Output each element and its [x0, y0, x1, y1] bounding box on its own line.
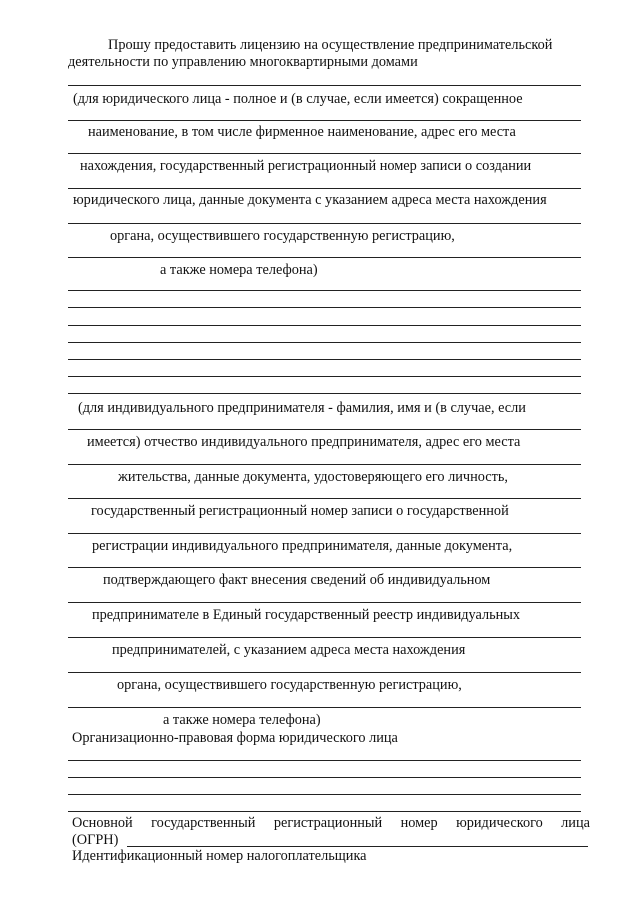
- ogrn-word: государственный: [151, 815, 256, 831]
- fill-line[interactable]: [68, 811, 581, 812]
- fill-line[interactable]: [68, 376, 581, 377]
- fill-line[interactable]: [68, 794, 581, 795]
- entrepreneur-caption-line: (для индивидуального предпринимателя - фамилия, имя и (в случае, если: [78, 400, 526, 416]
- fill-line[interactable]: [68, 637, 581, 638]
- intro-line-1: Прошу предоставить лицензию на осуществление предпринимательской: [108, 37, 553, 53]
- fill-line[interactable]: [68, 188, 581, 189]
- ogrn-word: номер: [400, 815, 438, 831]
- fill-line[interactable]: [68, 342, 581, 343]
- fill-line[interactable]: [68, 498, 581, 499]
- fill-line[interactable]: [68, 602, 581, 603]
- ogrn-word: регистрационный: [273, 815, 383, 831]
- fill-line[interactable]: [68, 672, 581, 673]
- inn-label: Идентификационный номер налогоплательщика: [72, 848, 367, 864]
- legal-entity-caption-line: нахождения, государственный регистрационный номер записи о создании: [80, 158, 532, 174]
- legal-entity-caption-line: наименование, в том числе фирменное наименование, адрес его места: [88, 124, 516, 140]
- fill-line[interactable]: [68, 429, 581, 430]
- ogrn-fill-line[interactable]: [127, 846, 588, 847]
- fill-line[interactable]: [68, 464, 581, 465]
- fill-line[interactable]: [68, 393, 581, 394]
- fill-line[interactable]: [68, 777, 581, 778]
- entrepreneur-caption-line: государственный регистрационный номер записи о государственной: [91, 503, 509, 519]
- fill-line[interactable]: [68, 290, 581, 291]
- fill-line[interactable]: [68, 325, 581, 326]
- fill-line[interactable]: [68, 153, 581, 154]
- fill-line[interactable]: [68, 359, 581, 360]
- fill-line[interactable]: [68, 120, 581, 121]
- intro-line-2: деятельности по управлению многоквартирными домами: [68, 54, 418, 70]
- fill-line[interactable]: [68, 307, 581, 308]
- legal-entity-caption-line: (для юридического лица - полное и (в случае, если имеется) сокращенное: [73, 91, 523, 107]
- entrepreneur-caption-line: предпринимателей, с указанием адреса места нахождения: [112, 642, 466, 658]
- entrepreneur-caption-line: жительства, данные документа, удостоверяющего его личность,: [118, 469, 508, 485]
- fill-line[interactable]: [68, 707, 581, 708]
- ogrn-word: Основной: [72, 815, 133, 831]
- fill-line[interactable]: [68, 85, 581, 86]
- fill-line[interactable]: [68, 567, 581, 568]
- fill-line[interactable]: [68, 223, 581, 224]
- entrepreneur-caption-line: а также номера телефона): [163, 712, 321, 728]
- entrepreneur-caption-line: подтверждающего факт внесения сведений об индивидуальном: [103, 572, 491, 588]
- ogrn-word: лица: [561, 815, 590, 831]
- entrepreneur-caption-line: предпринимателе в Единый государственный реестр индивидуальных: [92, 607, 521, 623]
- legal-entity-caption-line: юридического лица, данные документа с указанием адреса места нахождения: [73, 192, 547, 208]
- entrepreneur-caption-line: органа, осуществившего государственную регистрацию,: [117, 677, 462, 693]
- fill-line[interactable]: [68, 257, 581, 258]
- legal-entity-caption-line: органа, осуществившего государственную регистрацию,: [110, 228, 455, 244]
- legal-entity-caption-line: а также номера телефона): [160, 262, 318, 278]
- fill-line[interactable]: [68, 760, 581, 761]
- ogrn-abbr: (ОГРН): [72, 832, 119, 848]
- fill-line[interactable]: [68, 533, 581, 534]
- org-form-label: Организационно-правовая форма юридического лица: [72, 730, 398, 746]
- ogrn-word: юридического: [456, 815, 543, 831]
- entrepreneur-caption-line: регистрации индивидуального предпринимателя, данные документа,: [92, 538, 513, 554]
- ogrn-label: [72, 815, 590, 832]
- entrepreneur-caption-line: имеется) отчество индивидуального предпринимателя, адрес его места: [87, 434, 521, 450]
